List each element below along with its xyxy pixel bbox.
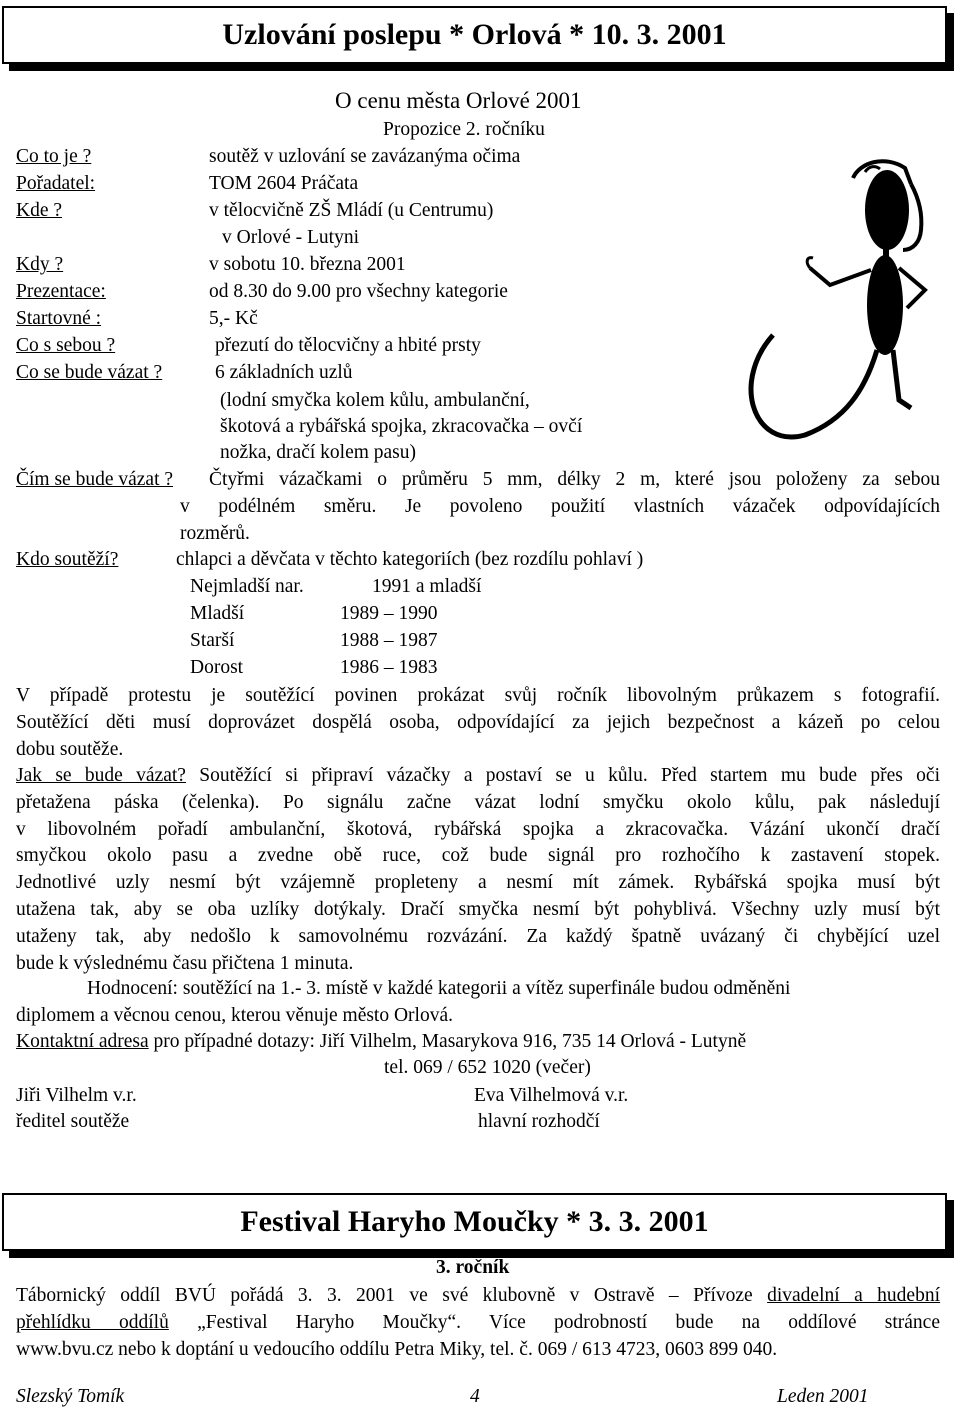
protest-paragraph — [16, 683, 940, 763]
category-name-2: Mladší — [190, 603, 245, 624]
section1-title-box — [2, 6, 947, 64]
category-name-1: Nejmladší nar. — [190, 576, 304, 597]
jak-paragraph — [16, 763, 940, 977]
jak-line-7: bude k výslednému času přičtena 1 minuta. — [16, 952, 354, 974]
knots-line-3: nožka, dračí kolem pasu) — [220, 442, 417, 463]
info-row-value: od 8.30 do 9.00 pro všechny kategorie — [209, 281, 508, 302]
section1-propozice: Propozice 2. ročníku — [383, 119, 545, 140]
kontakt-line — [16, 1031, 746, 1053]
sign-left-name: Jiři Vilhelm v.r. — [16, 1085, 137, 1106]
info-row-label: Pořadatel: — [16, 173, 96, 194]
info-row-value: soutěž v uzlování se zavázanýma očima — [209, 146, 521, 167]
info-row-label: Co s sebou ? — [16, 335, 116, 356]
kontakt-tel: tel. 069 / 652 1020 (večer) — [384, 1057, 591, 1078]
category-years-4: 1986 – 1983 — [340, 657, 438, 678]
section2-title-box — [2, 1193, 947, 1251]
section2-paragraph — [16, 1283, 940, 1363]
section2-line-2 — [16, 1310, 940, 1337]
section2-subtitle: 3. ročník — [436, 1257, 510, 1278]
protest-line-3: dobu soutěže. — [16, 738, 124, 760]
info-row-label: Kde ? — [16, 200, 63, 221]
section2-title: Festival Haryho Moučky * 3. 3. 2001 — [240, 1205, 709, 1238]
info-row-value: v Orlové - Lutyni — [222, 227, 360, 248]
section1-title: Uzlování poslepu * Orlová * 10. 3. 2001 — [222, 18, 727, 51]
knots-line-2: škotová a rybářská spojka, zkracovačka – ovčí — [220, 416, 583, 437]
jak-line-2: v libovolném pořadí ambulanční, škotová, rybářská spojka a zkracovačka. Vázání ukončí dračí — [16, 818, 940, 840]
section2-line-3: www.bvu.cz nebo k doptání u vedoucího oddílu Petra Miky, tel. č. 069 / 613 4723, 0603 899 040. — [16, 1338, 778, 1360]
cim-line-2: v podélném směru. Je povoleno použití vlastních vázaček odpovídajících — [180, 496, 940, 517]
info-row-label: Co se bude vázat ? — [16, 362, 163, 383]
category-years-3: 1988 – 1987 — [340, 630, 438, 651]
kdo-value: chlapci a děvčata v těchto kategoriích (bez rozdílu pohlaví ) — [176, 549, 644, 570]
section2-line-2-underlined: přehlídku oddílů — [16, 1311, 169, 1333]
footer-left: Slezský Tomík — [16, 1386, 125, 1407]
jak-label: Jak se bude vázat? — [16, 765, 186, 786]
info-row-value: 5,- Kč — [209, 308, 258, 329]
cim-label: Čím se bude vázat ? — [16, 469, 174, 490]
sign-left-role: ředitel soutěže — [16, 1111, 130, 1132]
footer-page-number: 4 — [470, 1386, 480, 1407]
sign-right-name: Eva Vilhelmová v.r. — [474, 1085, 629, 1106]
category-years-1: 1991 a mladší — [372, 576, 482, 597]
info-row-label: Prezentace: — [16, 281, 106, 302]
protest-line-2: Soutěžící děti musí doprovázet dospělá osoba, odpovídající za jejich bezpečnost a kázeň po celou — [16, 711, 940, 733]
cim-line-1: Čtyřmi vázačkami o průměru 5 mm, délky 2 m, které jsou položeny za sebou — [209, 469, 940, 490]
jak-line-3: smyčkou okolo pasu a zvedne obě ruce, což bude signál pro rozhočího k zastavení stopek. — [16, 845, 940, 867]
section2-line-2-text: „Festival Haryho Moučky“. Více podrobností bude na oddílové stránce — [168, 1311, 940, 1333]
category-years-2: 1989 – 1990 — [340, 603, 438, 624]
info-row-label: Startovné : — [16, 308, 102, 329]
figure-head — [865, 170, 909, 250]
section1-subtitle: O cenu města Orlové 2001 — [335, 88, 582, 113]
section2-line-1-underlined: divadelní a hudební — [767, 1285, 941, 1306]
category-name-4: Dorost — [190, 657, 244, 678]
sign-right-role: hlavní rozhodčí — [478, 1111, 600, 1132]
knots-line-1: (lodní smyčka kolem kůlu, ambulanční, — [220, 390, 530, 411]
jak-first: Soutěžící si připraví vázačky a postaví se u kůlu. Před startem mu bude přes oči — [185, 765, 940, 786]
info-row-value: v sobotu 10. března 2001 — [209, 254, 406, 275]
section2-line-1-text: Tábornický oddíl BVÚ pořádá 3. 3. 2001 ve své klubovně v Ostravě – Přívoze — [16, 1285, 768, 1306]
stick-figure-illustration — [735, 150, 955, 450]
hodnoceni-line-1: Hodnocení: soutěžící na 1.- 3. místě v každé kategorii a vítěz superfinále budou odměněni — [87, 978, 791, 999]
kontakt-text: pro případné dotazy: Jiří Vilhelm, Masarykova 916, 735 14 Orlová - Lutyně — [148, 1031, 747, 1052]
jak-line-4: Jednotlivé uzly nesmí být vzájemně propleteny a nesmí mít zámek. Rybářská spojka musí být — [16, 872, 940, 894]
cim-line-3: rozměrů. — [180, 523, 250, 544]
info-row-value: TOM 2604 Práčata — [209, 173, 359, 194]
info-row-value: v tělocvičně ZŠ Mládí (u Centrumu) — [209, 200, 494, 221]
hodnoceni-line-2: diplomem a věcnou cenou, kterou věnuje město Orlová. — [16, 1005, 453, 1026]
info-row-label: Kdy ? — [16, 254, 64, 275]
jak-line-0 — [16, 763, 940, 790]
category-name-3: Starší — [190, 630, 235, 651]
footer-right: Leden 2001 — [777, 1386, 869, 1407]
jak-line-6: utaženy tak, aby nedošlo k samovolnému rozvázání. Za každý špatně uvázaný či chybějící uzel — [16, 925, 940, 947]
figure-curved-leg — [751, 335, 877, 437]
section2-line-1 — [16, 1283, 940, 1310]
kdo-label: Kdo soutěží? — [16, 549, 119, 570]
figure-body — [867, 255, 903, 355]
info-row-label: Co to je ? — [16, 146, 92, 167]
info-row-value: přezutí do tělocvičny a hbité prsty — [215, 335, 481, 356]
protest-line-1: V případě protestu je soutěžící povinen prokázat svůj ročník libovolným průkazem s fotografií. — [16, 685, 940, 706]
kontakt-label: Kontaktní adresa — [16, 1031, 149, 1052]
info-row-value: 6 základních uzlů — [215, 362, 353, 383]
jak-line-5: utažena tak, aby se oba uzlíky dotýkaly. Dračí smyčka nesmí být pohyblivá. Všechny uzly musí být — [16, 898, 940, 920]
jak-line-1: přetažena páska (čelenka). Po signálu začne vázat lodní smyčku okolo kůlu, pak následují — [16, 791, 940, 813]
